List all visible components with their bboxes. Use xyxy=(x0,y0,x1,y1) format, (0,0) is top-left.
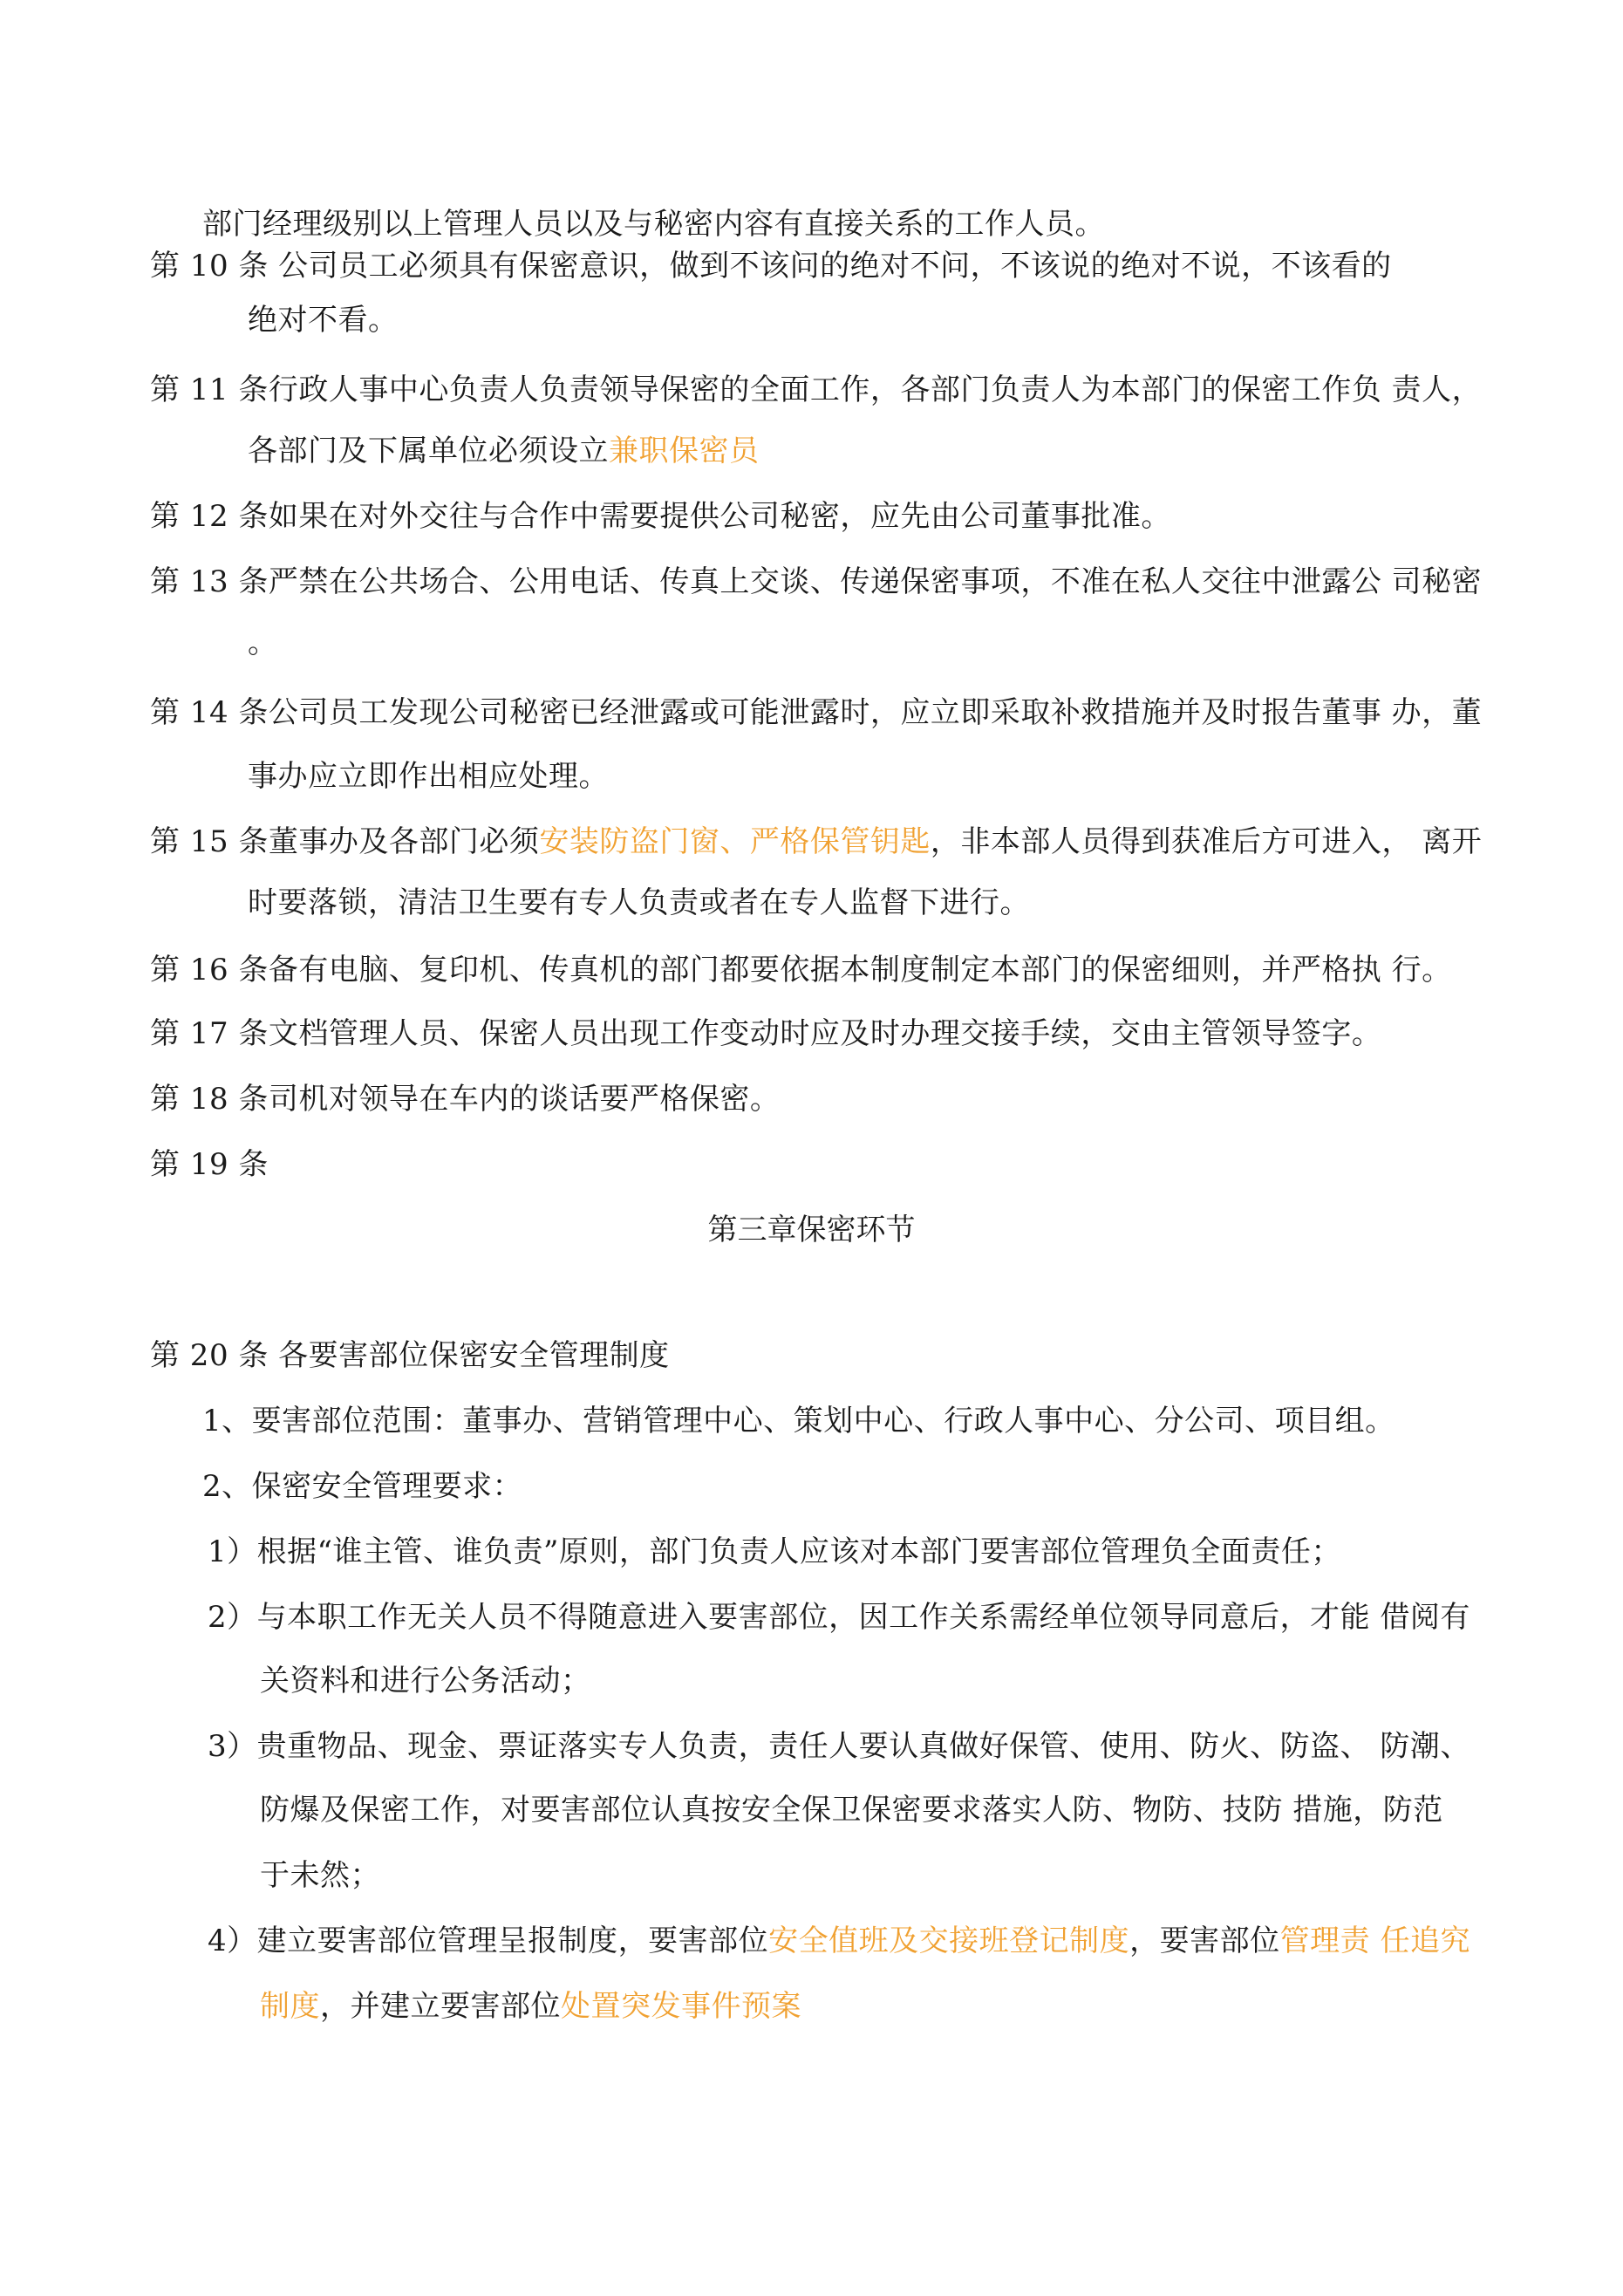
highlight-text: 制度 xyxy=(260,1989,320,2024)
sub-item-cont: 制度，并建立要害部位处置突发事件预案 xyxy=(260,1989,801,2024)
sub-item-cont: 关资料和进行公务活动； xyxy=(260,1664,591,1698)
sub-item-cont: 于未然； xyxy=(260,1858,380,1893)
highlight-text: 安装防盗门窗、严格保管钥匙 xyxy=(539,824,931,859)
chapter-title: 第三章保密环节 xyxy=(707,1213,916,1247)
article-13: 第 13 条严禁在公共场合、公用电话、传真上交谈、传递保密事项，不准在私人交往中泄露公 司秘密 xyxy=(150,564,1483,599)
article-17: 第 17 条文档管理人员、保密人员出现工作变动时应及时办理交接手续，交由主管领导签字。 xyxy=(150,1016,1382,1051)
article-11-cont: 各部门及下属单位必须设立兼职保密员 xyxy=(248,434,760,468)
article-11: 第 11 条行政人事中心负责人负责领导保密的全面工作，各部门负责人为本部门的保密工作负 责人， xyxy=(150,372,1483,407)
text-line: 部门经理级别以上管理人员以及与秘密内容有直接关系的工作人员。 xyxy=(202,207,1105,242)
list-item: 2、保密安全管理要求： xyxy=(202,1469,523,1504)
article-19: 第 19 条 xyxy=(150,1147,269,1182)
article-16: 第 16 条备有电脑、复印机、传真机的部门都要依据本制度制定本部门的保密细则，并严格执 行。 xyxy=(150,953,1452,987)
article-13-cont: 。 xyxy=(248,625,278,660)
sub-item-cont: 防爆及保密工作，对要害部位认真按安全保卫保密要求落实人防、物防、技防 措施，防范 xyxy=(260,1793,1443,1828)
article-14: 第 14 条公司员工发现公司秘密已经泄露或可能泄露时，应立即采取补救措施并及时报告董事 办，董 xyxy=(150,695,1483,730)
article-14-cont: 事办应立即作出相应处理。 xyxy=(248,759,609,794)
article-10-cont: 绝对不看。 xyxy=(248,303,399,338)
article-15-cont: 时要落锁，清洁卫生要有专人负责或者在专人监督下进行。 xyxy=(248,885,1030,920)
highlight-text: 安全值班及交接班登记制度 xyxy=(768,1924,1130,1958)
highlight-text: 处置突发事件预案 xyxy=(561,1989,801,2024)
article-12: 第 12 条如果在对外交往与合作中需要提供公司秘密，应先由公司董事批准。 xyxy=(150,499,1171,534)
sub-item: 3）贵重物品、现金、票证落实专人负责，责任人要认真做好保管、使用、防火、防盗、 防潮、 xyxy=(208,1729,1470,1764)
sub-item: 4）建立要害部位管理呈报制度，要害部位安全值班及交接班登记制度，要害部位管理责 任追究 xyxy=(208,1924,1470,1958)
sub-item: 2）与本职工作无关人员不得随意进入要害部位，因工作关系需经单位领导同意后，才能 借阅有 xyxy=(208,1600,1470,1635)
list-item: 1、要害部位范围：董事办、营销管理中心、策划中心、行政人事中心、分公司、项目组。 xyxy=(202,1404,1395,1438)
article-15: 第 15 条董事办及各部门必须安装防盗门窗、严格保管钥匙，非本部人员得到获准后方可进入， 离开 xyxy=(150,824,1483,859)
highlight-text: 管理责 任追究 xyxy=(1279,1924,1470,1958)
article-18: 第 18 条司机对领导在车内的谈话要严格保密。 xyxy=(150,1082,781,1117)
article-20: 第 20 条 各要害部位保密安全管理制度 xyxy=(150,1338,670,1373)
article-10: 第 10 条 公司员工必须具有保密意识，做到不该问的绝对不问，不该说的绝对不说，不该看的 xyxy=(150,249,1392,284)
highlight-text: 兼职保密员 xyxy=(609,434,760,468)
sub-item: 1）根据“谁主管、谁负责”原则，部门负责人应该对本部门要害部位管理负全面责任； xyxy=(208,1534,1341,1569)
